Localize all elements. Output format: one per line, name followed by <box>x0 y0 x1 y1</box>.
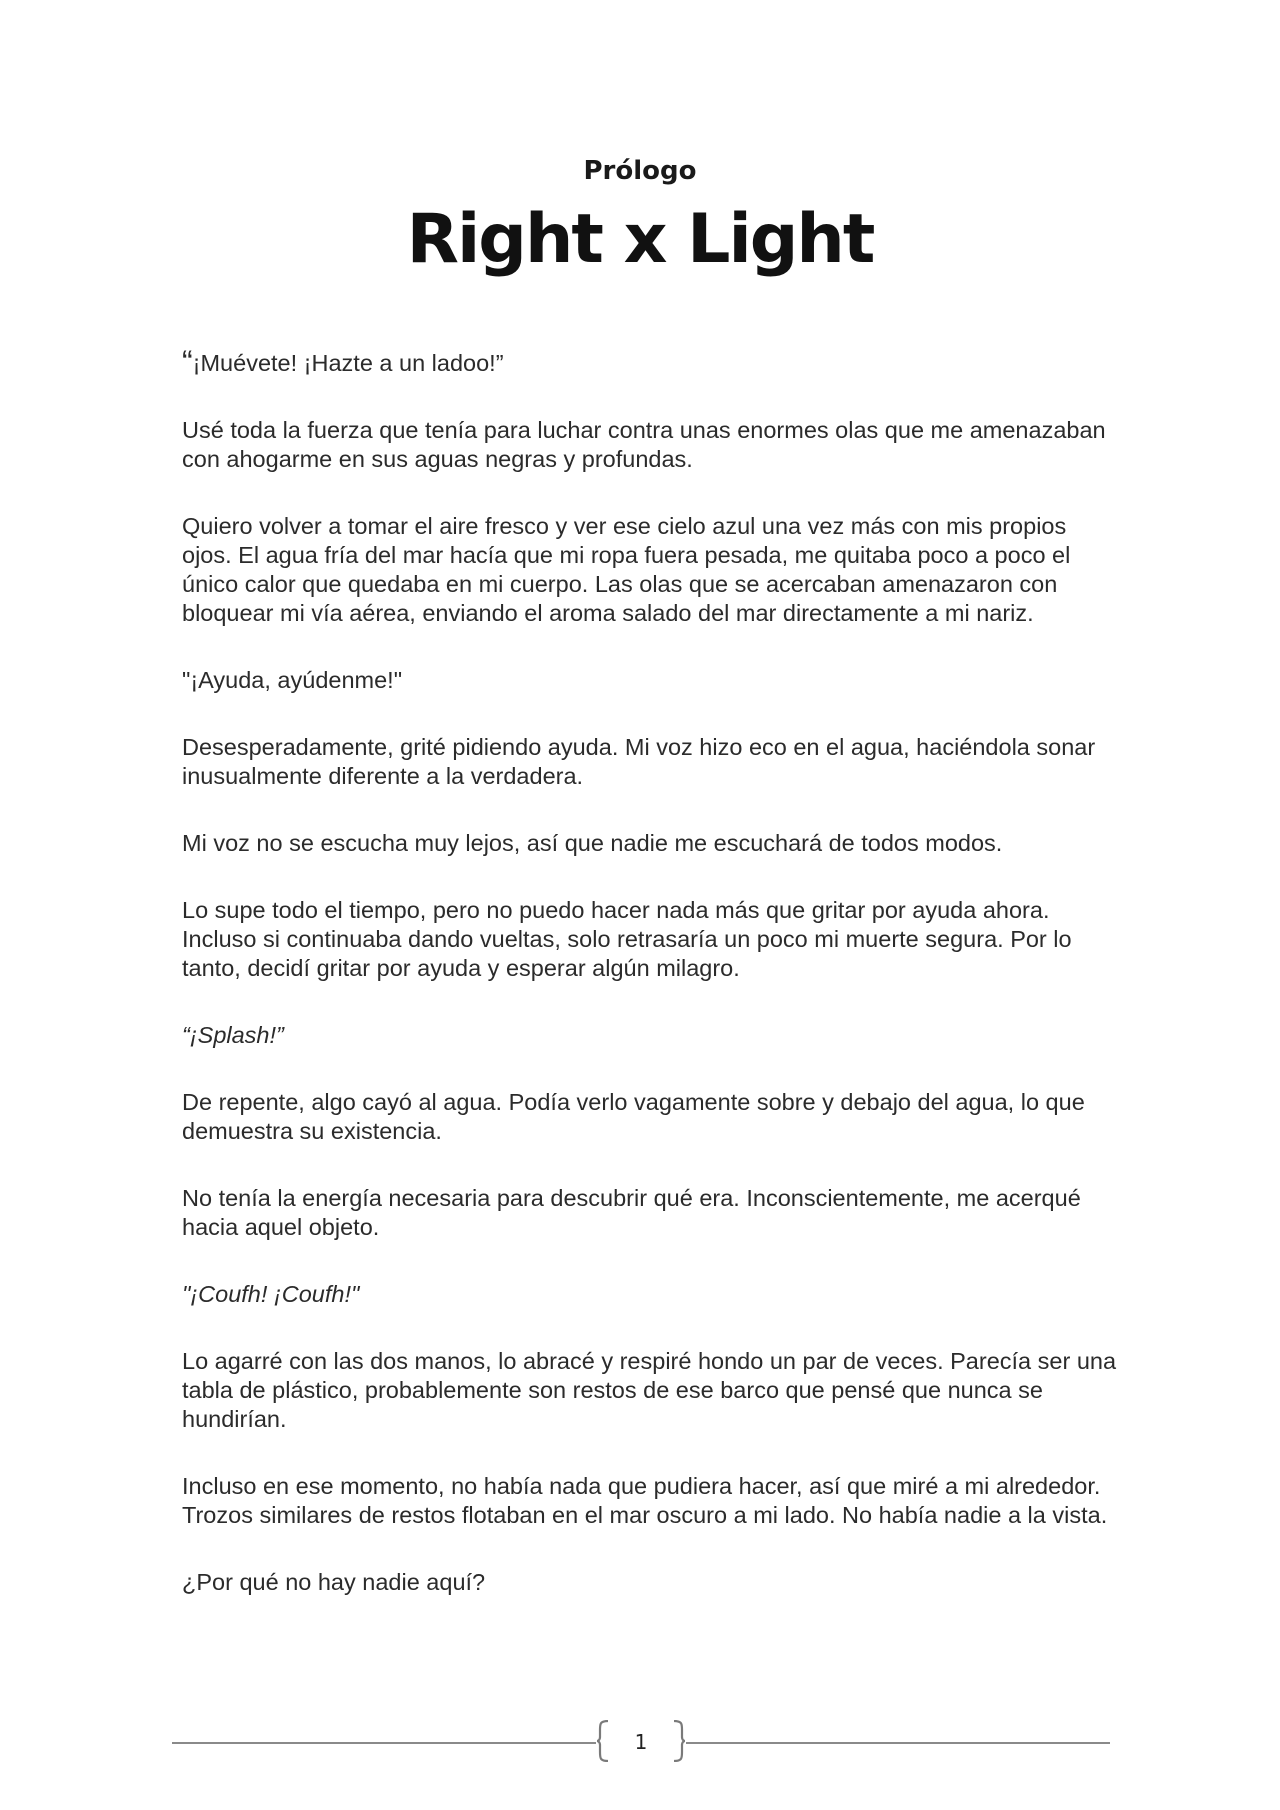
page-title: Right x Light <box>406 200 874 279</box>
right-bracket-icon <box>672 1720 686 1762</box>
left-bracket-icon <box>596 1720 610 1762</box>
open-quote: “ <box>182 344 193 380</box>
footer-rule-right <box>686 1742 1110 1744</box>
paragraph-1 <box>182 344 1122 380</box>
paragraph-14: ¿Por qué no hay nadie aquí? <box>182 1569 486 1595</box>
paragraph-4: "¡Ayuda, ayúdenme!" <box>182 667 403 693</box>
paragraph-7: Lo supe todo el tiempo, pero no puedo hacer nada más que gritar por ayuda ahora. Incluso si continuaba dando vueltas, solo retrasaría un poco mi muerte segura. Por lo tanto, decidí gritar por ayuda y esperar algún milagro. <box>182 897 1072 981</box>
paragraph-2: Usé toda la fuerza que tenía para luchar contra unas enormes olas que me amenazaban con ahogarme en sus aguas negras y profundas. <box>182 417 1106 472</box>
paragraph-10: No tenía la energía necesaria para descubrir qué era. Inconscientemente, me acerqué hacia aquel objeto. <box>182 1185 1081 1240</box>
paragraph-text: ¡Muévete! ¡Hazte a un ladoo!” <box>192 350 504 376</box>
page-number: 1 <box>634 1730 648 1754</box>
paragraph-12: Lo agarré con las dos manos, lo abracé y respiré hondo un par de veces. Parecía ser una tabla de plástico, probablemente son restos de ese barco que pensé que nunca se hundirían. <box>182 1348 1117 1432</box>
paragraph-6: Mi voz no se escucha muy lejos, así que nadie me escuchará de todos modos. <box>182 830 1003 856</box>
paragraph-9: De repente, algo cayó al agua. Podía verlo vagamente sobre y debajo del agua, lo que demuestra su existencia. <box>182 1089 1085 1144</box>
chapter-label: Prólogo <box>583 156 697 186</box>
paragraph-13: Incluso en ese momento, no había nada que pudiera hacer, así que miré a mi alrededor. Trozos similares de restos flotaban en el mar oscuro a mi lado. No había nadie a la vista. <box>182 1473 1108 1528</box>
paragraph-11: "¡Coufh! ¡Coufh!" <box>182 1281 360 1307</box>
paragraph-5: Desesperadamente, grité pidiendo ayuda. Mi voz hizo eco en el agua, haciéndola sonar inusualmente diferente a la verdadera. <box>182 734 1096 789</box>
paragraph-3: Quiero volver a tomar el aire fresco y ver ese cielo azul una vez más con mis propios ojos. El agua fría del mar hacía que mi ropa fuera pesada, me quitaba poco a poco el único calor que quedaba en mi cuerpo. Las olas que se acercaban amenazaron con bloquear mi vía aérea, enviando el aroma salado del mar directamente a mi nariz. <box>182 513 1071 626</box>
page-footer <box>172 1718 1110 1768</box>
paragraph-8: “¡Splash!” <box>182 1022 284 1048</box>
footer-rule-left <box>172 1742 596 1744</box>
body-text <box>182 344 1122 1635</box>
